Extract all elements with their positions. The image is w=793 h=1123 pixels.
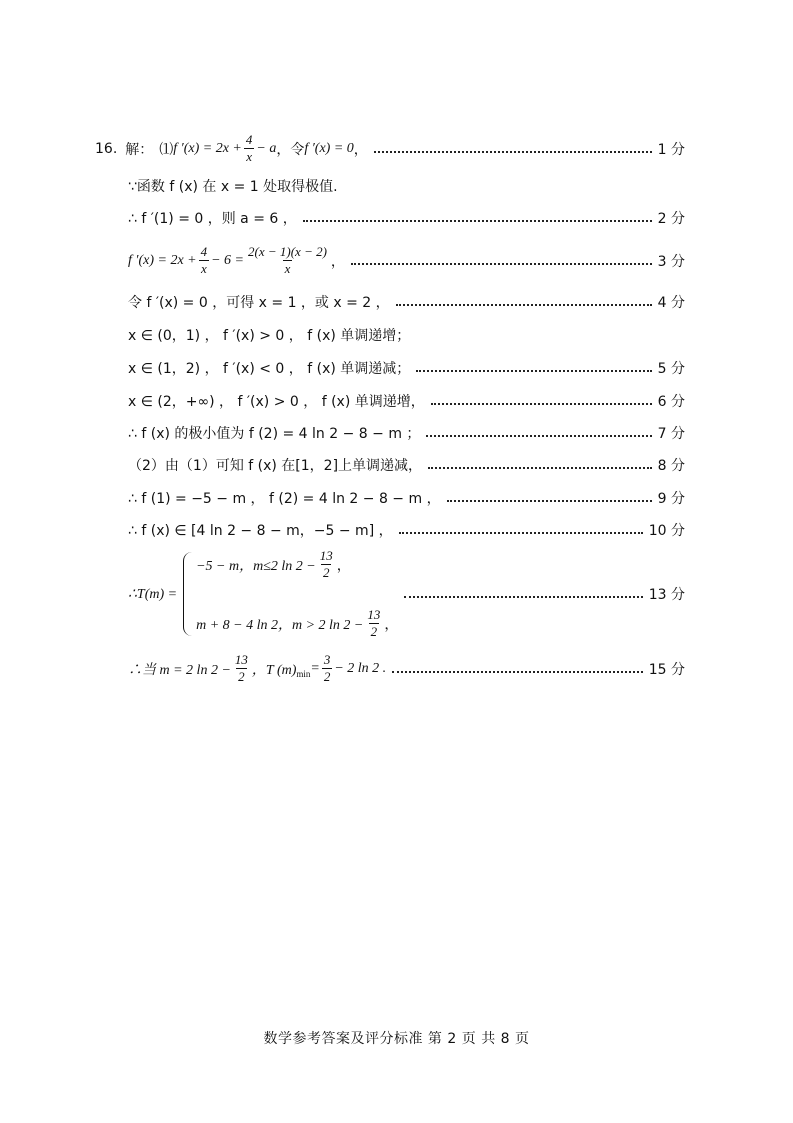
score: 8 分 — [657, 458, 685, 474]
line-text: ∴ f ′(1) = 0 ，则 a = 6 ， — [128, 211, 297, 227]
solution-line-10 — [128, 455, 685, 475]
solution-line-8 — [128, 391, 685, 411]
leader-dots — [447, 500, 652, 502]
line-text: x ∈ (2，+∞) ， f ′(x) > 0 ， f (x) 单调递增， — [128, 394, 425, 410]
leader-dots — [396, 304, 652, 306]
fraction: $\frac{4}{x}$ — [200, 244, 208, 276]
leader-dots — [404, 596, 642, 598]
line-text: 令 f ′(x) = 0 ，可得 x = 1 ，或 x = 2 ， — [128, 295, 390, 311]
fraction: $\frac{4}{x}$ — [245, 132, 253, 164]
solution-line-7 — [128, 358, 685, 378]
score: 13 分 — [648, 587, 685, 603]
leader-dots — [431, 403, 652, 405]
fraction: $\frac{13}{2}$ — [367, 607, 381, 639]
solution-line-3 — [128, 208, 685, 228]
score: 7 分 — [657, 426, 685, 442]
part-marker: ⑴ — [159, 141, 174, 158]
subscript: min — [296, 668, 311, 679]
leader-dots — [399, 532, 643, 534]
case-2: m + 8 − 4 ln 2，m > 2 ln 2 − $\frac{13}{2}$ ， — [196, 607, 399, 639]
score: 3 分 — [657, 253, 685, 270]
line-text: ∴ f (x) ∈ [4 ln 2 − 8 − m，−5 − m] ， — [128, 523, 393, 539]
case-1: −5 − m，m≤2 ln 2 − $\frac{13}{2}$ ， — [196, 548, 351, 580]
page-footer: 数学参考答案及评分标准 第 2 页 共 8 页 — [263, 1031, 530, 1047]
score: 10 分 — [648, 523, 685, 539]
line-text: （2）由（1）可知 f (x) 在[1，2]上单调递减， — [128, 458, 423, 474]
score: 15 分 — [648, 661, 685, 678]
solution-line-2 — [128, 176, 685, 196]
line-text: ∴ f (1) = −5 − m ， f (2) = 4 ln 2 − 8 − m ， — [128, 491, 441, 507]
line-text: ∴ f (x) 的极小值为 f (2) = 4 ln 2 − 8 − m ； — [128, 426, 421, 442]
leader-dots — [426, 435, 651, 437]
piecewise-function — [128, 548, 398, 640]
fraction: $\frac{2(x - 1)(x - 2)}{x}$ — [248, 244, 327, 276]
piecewise-cases — [196, 548, 398, 640]
score: 4 分 — [657, 295, 685, 311]
problem-number: 16. — [95, 140, 118, 157]
line-text: x ∈ (1，2) ， f ′(x) < 0 ， f (x) 单调递减； — [128, 361, 411, 377]
piecewise-lhs: ∴T(m) = — [128, 586, 178, 602]
solution-line-6 — [128, 325, 685, 345]
fraction: $\frac{13}{2}$ — [319, 548, 333, 580]
leader-dots — [303, 220, 652, 222]
fraction: $\frac{3}{2}$ — [323, 652, 331, 684]
line-text: x ∈ (0，1) ， f ′(x) > 0 ， f (x) 单调递增； — [128, 328, 411, 344]
solution-label: 解： — [125, 141, 154, 158]
score: 6 分 — [657, 394, 685, 410]
score: 9 分 — [657, 491, 685, 507]
leader-dots — [428, 467, 652, 469]
leader-dots — [416, 370, 651, 372]
leader-dots — [374, 151, 652, 153]
solution-line-11 — [128, 488, 685, 508]
score: 1 分 — [657, 141, 685, 158]
solution-line-4: f ′(x) = 2x + $\frac{4}{x}$ − 6 = $\frac{2(x - 1)(x - 2)}{x}$ ， 3 分 — [128, 244, 685, 276]
solution-line-12 — [128, 520, 685, 540]
leader-dots — [392, 671, 643, 673]
solution-line-9 — [128, 423, 685, 443]
score: 2 分 — [657, 211, 685, 227]
leader-dots — [351, 263, 652, 265]
left-brace — [183, 552, 192, 636]
solution-line-14: ∴当 m = 2 ln 2 − $\frac{13}{2}$ ，T (m) min = $\frac{3}{2}$ − 2 ln 2 . 15 分 — [128, 652, 685, 684]
score: 5 分 — [657, 361, 685, 377]
derivative-expr: f ′(x) = 2x + — [173, 140, 242, 156]
solution-line-1: 16. 解： ⑴ f ′(x) = 2x + $\frac{4}{x}$ − a ，令 f ′(x) = 0 ， 1 分 — [95, 132, 685, 164]
solution-line-5 — [128, 292, 685, 312]
line-text: ∵函数 f (x) 在 x = 1 处取得极值. — [128, 179, 338, 195]
fraction: $\frac{13}{2}$ — [234, 652, 248, 684]
solution-line-13 — [128, 548, 685, 640]
